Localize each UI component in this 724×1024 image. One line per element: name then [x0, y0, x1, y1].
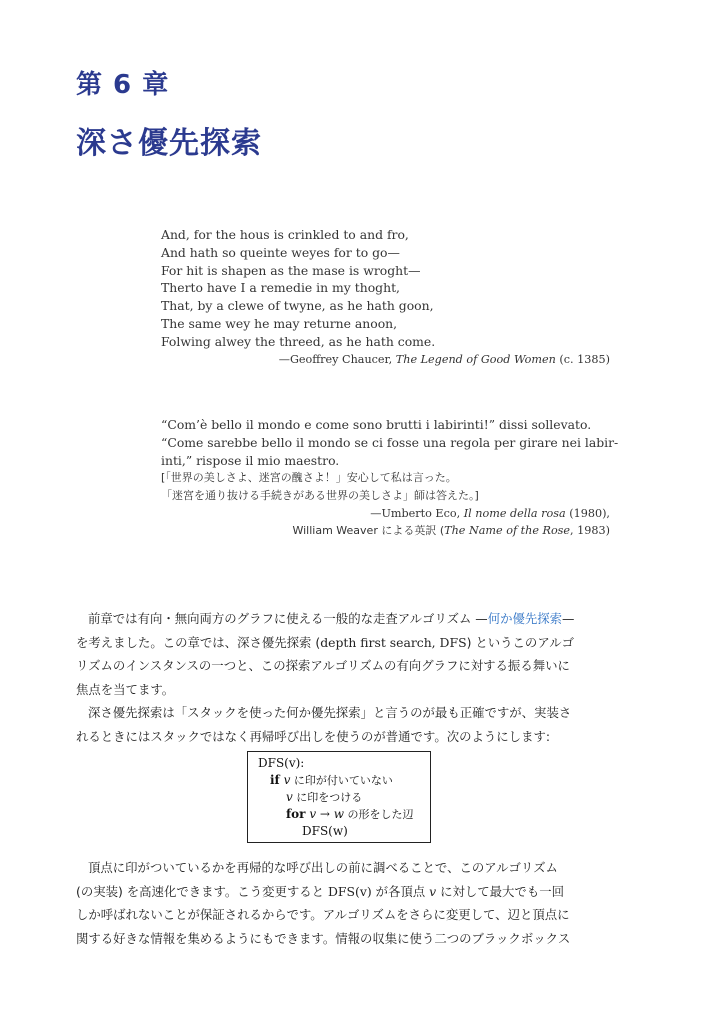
attribution-author: —Geoffrey Chaucer, [278, 352, 396, 366]
text-run: に対して最大でも一回 [436, 883, 564, 899]
paragraph-line: 頂点に印がついているかを再帰的な呼び出しの前に調べることで、このアルゴリズム [88, 860, 558, 875]
epigraph-line: Folwing alwey the threed, as he hath come. [161, 333, 436, 349]
epigraph-line: Therto have I a remedie in my thoght, [161, 280, 400, 296]
paragraph-line: 焦点を当てます。 [76, 681, 175, 697]
epigraph-line: inti,” rispose il mio maestro. [161, 452, 340, 468]
text-run: を考えました。この章では、深さ優先探索 ( [76, 634, 321, 650]
edge-expression: v → w [309, 807, 345, 821]
epigraph-line: And hath so queinte weyes for to go— [161, 244, 400, 260]
dfs-call: DFS(v) [327, 883, 372, 899]
paragraph-line: 深さ優先探索は「スタックを使った何か優先探索」と言うのが最も正確ですが、実装さ [88, 705, 572, 720]
text-run: ) というこのアルゴ [466, 634, 574, 650]
chapter-label: 第 6 章 [76, 70, 170, 100]
algorithm-recursive-call: DFS(w) [302, 824, 348, 838]
epigraph-attribution [161, 351, 610, 368]
attribution-date: (c. 1385) [555, 352, 610, 366]
paragraph-line: リズムのインスタンスの一つと、この探索アルゴリズムの有向グラフに対する振る舞いに [76, 658, 570, 673]
whatever-first-search-link[interactable]: 何か優先探索 [487, 611, 563, 626]
epigraph-line: That, by a clewe of twyne, as he hath goon, [161, 298, 434, 314]
algorithm-if-line [270, 772, 393, 789]
algorithm-header: DFS(v): [258, 756, 305, 770]
epigraph-translator [161, 522, 610, 539]
dfs-algorithm-box [247, 751, 431, 843]
paragraph-line [76, 880, 616, 904]
variable: v [286, 790, 293, 804]
variable: v [283, 773, 291, 787]
paragraph-line: しか呼ばれないことが保証されるからです。アルゴリズムをさらに変更して、辺と頂点に [76, 907, 570, 922]
optimization-paragraph [76, 856, 616, 950]
epigraph-line: “Come sarebbe bello il mondo se ci fosse una regola per girare nei labir- [161, 434, 619, 450]
eco-epigraph [161, 416, 619, 539]
attribution-author: —Umberto Eco, [370, 506, 464, 520]
paragraph-line [76, 607, 616, 631]
paragraph-line [76, 631, 616, 655]
intro-paragraph [76, 607, 616, 748]
translation-work: The Name of the Rose [444, 523, 571, 537]
epigraph-translation-line: [「世界の美しさよ、迷宮の醜さよ！」安心して私は言った。 [161, 471, 457, 485]
attribution-work: Il nome della rosa [463, 506, 566, 520]
algorithm-mark-line [286, 789, 362, 806]
condition-text: に印が付いていない [290, 774, 393, 787]
paragraph-line: れるときにはスタックではなく再帰呼び出しを使うのが普通です。次のようにします: [76, 728, 551, 744]
epigraph-translation-line: 「迷宮を通り抜ける手続きがある世界の美しさよ」師は答えた。] [161, 489, 479, 503]
text-run: (の実装) を高速化できます。こう変更すると [76, 883, 328, 899]
epigraph-line: The same wey he may returne anoon, [161, 315, 398, 331]
keyword-for: for [286, 807, 306, 821]
translator-name: William Weaver による英訳 ( [292, 523, 445, 537]
attribution-date: (1980), [565, 506, 610, 520]
chaucer-epigraph [161, 226, 610, 368]
translation-date: , 1983) [570, 523, 610, 537]
attribution-work: The Legend of Good Women [395, 352, 556, 366]
variable: v [429, 883, 437, 899]
epigraph-line: “Com’è bello il mondo e come sono brutti i labirinti!” dissi sollevato. [161, 417, 592, 432]
english-term: depth first search, DFS [320, 634, 467, 650]
epigraph-line: For hit is shapen as the mase is wroght— [161, 262, 421, 278]
text-run: が各頂点 [371, 883, 430, 899]
edge-text: の形をした辺 [344, 808, 414, 821]
epigraph-line: And, for the hous is crinkled to and fro, [161, 227, 409, 242]
text-run: 前章では有向・無向両方のグラフに使える一般的な走査アルゴリズム — [88, 611, 488, 626]
algorithm-for-line [286, 806, 414, 823]
keyword-if: if [270, 773, 280, 787]
text-run: — [562, 611, 575, 626]
mark-text: に印をつける [292, 791, 363, 804]
chapter-title: 深さ優先探索 [76, 126, 262, 161]
epigraph-attribution [161, 505, 610, 522]
paragraph-line: 関する好きな情報を集めるようにもできます。情報の収集に使う二つのブラックボックス [76, 930, 571, 946]
